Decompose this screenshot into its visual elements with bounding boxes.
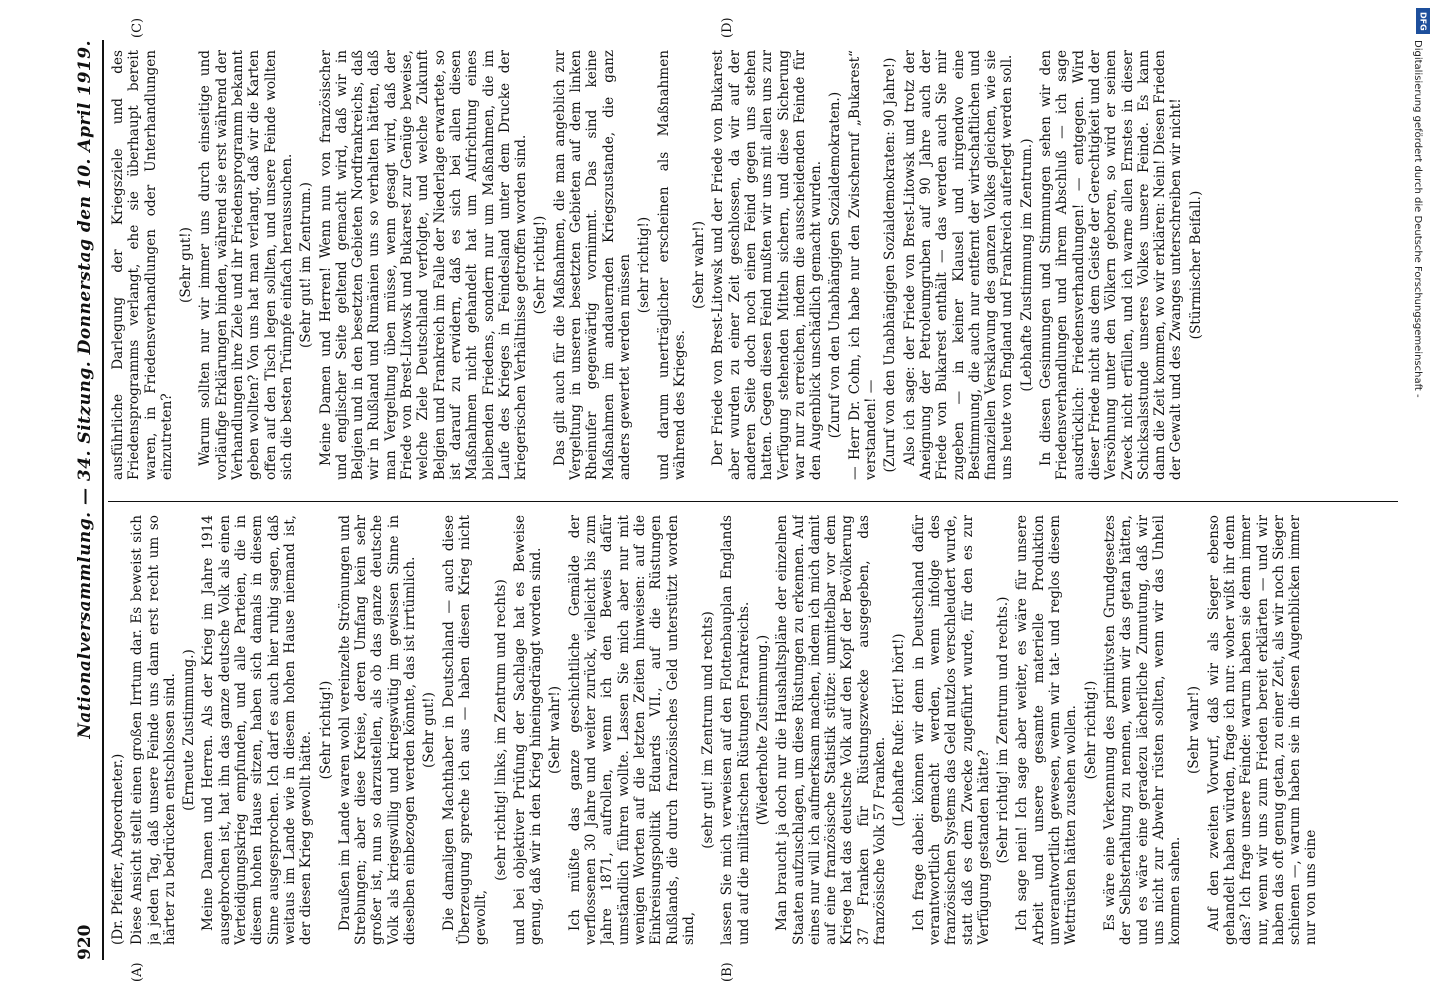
interjection: (Sehr gut! im Zentrum.) bbox=[298, 182, 315, 348]
margin-mark-d: (D) bbox=[720, 17, 735, 38]
paragraph: In diesen Gesinnungen und Stimmungen sehen wir den Friedensverhandlungen und ihrem Abschluß — ich sage ausdrücklich: Friedensverhandlungen! — entgegen. Wird dieser Friede nicht aus dem Geiste der Gerechtigkeit und der Versöhnung unter den Völkern geboren, so wird er seinen Zweck nicht erfüllen, und ich warne allen Ernstes in dieser Schicksalsstunde unseres Volkes unsere Feinde. Es kann dann die Zeit kommen, wo wir erklären: Nein! Diesen Frieden der Gewalt und des Zwanges unterschreiben wir nicht! bbox=[1038, 50, 1185, 480]
margin-mark-a: (A) bbox=[130, 962, 145, 982]
header-rule bbox=[102, 40, 104, 960]
paragraph: Es wäre eine Verkennung des primitivsten Grundgesetzes der Selbsterhaltung zu nennen, wenn wir das getan hätten, und es wäre eine geradezu lächerliche Zumutung, daß wir uns nicht zur Abwehr rüsten sollten, wenn wir das Unheil kommen sahen. bbox=[1101, 515, 1184, 945]
interjection: (Sehr wahr!) bbox=[1186, 686, 1203, 774]
paragraph: Draußen im Lande waren wohl vereinzelte Strömungen und Strebungen; aber diese Kreise, deren Umfang kein sehr großer ist, nun so darzustellen, als ob das ganze deutsche Volk als kriegswillig und kriegswütig im gewissen Sinne in dieselben einbezogen werden könnte, das ist irrtümlich. bbox=[336, 515, 419, 945]
margin-mark-b: (B) bbox=[720, 962, 735, 982]
column-divider bbox=[108, 501, 1398, 502]
paragraph: Man braucht ja doch nur die Haushaltspläne der einzelnen Staaten aufzuschlagen, um diese Rüstungen zu erkennen. Auf eines nur will ich aufmerksam machen, indem ich mich damit auf eine französische Statistik stütze: unmittelbar vor dem Kriege hat das deutsche Volk auf den Kopf der Bevölkerung 37 Franken für Rüstungszwecke ausgegeben, das französische Volk 57 Franken. bbox=[774, 515, 889, 945]
interjection: (Sehr richtig!) bbox=[532, 215, 549, 315]
interjection: (Sehr gut!) bbox=[421, 692, 438, 768]
page-header bbox=[70, 40, 100, 960]
interjection: (Lebhafte Zustimmung im Zentrum.) bbox=[1018, 138, 1035, 392]
paragraph: Der Friede von Brest-Litowsk und der Friede von Bukarest aber wurden zu einer Zeit geschlossen, da wir auf der anderen Seite doch noch einen Feind gegen uns stehen hatten. Gegen diesen Feind mußten wir uns mit allen uns zur Verfügung stehenden Mitteln sichern, und diese Sicherung war nur zu erreichen, indem die ausscheidenden Feinde für den Augenblick unschädlich gemacht wurden. bbox=[710, 50, 825, 480]
paragraph: Ich frage dabei: können wir denn in Deutschland dafür verantwortlich gemacht werden, wenn infolge des französischen Systems das Geld nutzlos verschleudert wurde, statt daß es dem Zwecke zugeführt wurde, für den es zur Verfügung gestanden hätte? bbox=[910, 515, 992, 945]
interjection: (Sehr richtig! im Zentrum und rechts.) bbox=[995, 596, 1012, 864]
credit-strip bbox=[1412, 40, 1423, 740]
interjection: (Zuruf von den Unabhängigen Sozialdemokraten: 90 Jahre!) bbox=[882, 57, 899, 473]
paragraph: (Dr. Pfeiffer, Abgeordneter.) bbox=[110, 753, 126, 945]
interjection: (Sehr richtig!) bbox=[1082, 680, 1099, 780]
paragraph: lassen Sie mich verweisen auf den Flottenbauplan Englands und auf die militärischen Rüstungen Frankreichs. bbox=[719, 515, 752, 945]
paragraph: ausführliche Darlegung der Kriegsziele und des Friedensprogramms verlangt, ehe sie überhaupt bereit waren, in Friedensverhandlungen oder Unterhandlungen einzutreten? bbox=[110, 50, 175, 480]
margin-mark-c: (C) bbox=[130, 17, 145, 38]
paragraph: Die damaligen Machthaber in Deutschland — auch diese Überzeugung spreche ich aus — haben diesen Krieg nicht gewollt, bbox=[440, 515, 490, 945]
paragraph: Auf den zweiten Vorwurf, daß wir als Sieger ebenso gehandelt haben würden, frage ich nur: woher wißt ihr denn das? Ich frage unsere Feinde: warum haben sie denn immer nur, wenn wir uns zum Frieden bereit erklärten — und wir haben das oft genug getan, zu einer Zeit, als wir noch Sieger schienen —, warum haben sie in diesen Augenblicken immer nur von uns eine bbox=[1205, 515, 1320, 945]
left-text-column bbox=[110, 515, 1390, 945]
paragraph: Ich sage nein! Ich sage aber weiter, es wäre für unsere Arbeit und unsere gesamte materielle Produktion unverantwortlich gewesen, wenn wir tat- und reglos diesem Wettrüsten hätten zusehen wollen. bbox=[1014, 515, 1080, 945]
paragraph: Warum sollten nur wir immer uns durch einseitige und vorläufige Erklärungen binden, während sie erst während der Verhandlungen ihre Ziele und ihr Friedensprogramm bekannt geben wollten? Von uns hat man verlangt, daß wir die Karten offen auf den Tisch legen sollten, und unsere Feinde wollten sich die besten Trümpfe einfach heraussuchen. bbox=[197, 50, 295, 480]
interjection: (Lebhafte Rufe: Hört! hört!) bbox=[891, 633, 908, 827]
paragraph: Ich müßte das ganze geschichtliche Gemälde der verflossenen 30 Jahre und weiter zurück, vielleicht bis zum Jahre 1871, aufrollen, wenn ich den Beweis dafür umständlich führen wollte. Lassen Sie mich aber nur mit wenigen Worten auf die letzten Zeiten hinweisen: auf die Einkreisungspolitik Eduards VII., auf die Rüstungen Rußlands, die durch französisches Geld unterstützt worden sind, bbox=[566, 515, 697, 945]
paragraph: Meine Damen und Herren. Als der Krieg im Jahre 1914 ausgebrochen ist, hat ihn das ganze deutsche Volk als einen Verteidigungskrieg empfunden, und alle Parteien, die in diesem hohen Hause sitzen, haben sich damals in diesem Sinne ausgesprochen. Ich darf es auch hier ruhig sagen, daß weitaus im Lande wie in diesem hohen Hause niemand ist, der diesen Krieg gewollt hätte. bbox=[200, 515, 315, 945]
interjection: (sehr gut! im Zentrum und rechts) bbox=[700, 611, 717, 849]
paragraph: und darum unerträglicher erscheinen als Maßnahmen während des Krieges. bbox=[655, 50, 688, 480]
interjection: (sehr richtig! links, im Zentrum und rechts) bbox=[492, 579, 509, 881]
interjection: (Stürmischer Beifall.) bbox=[1187, 190, 1204, 340]
interjection: (Sehr wahr!) bbox=[547, 686, 564, 774]
interjection: (Zuruf von den Unabhängigen Sozialdemokraten.) bbox=[827, 91, 844, 439]
right-text-column bbox=[110, 50, 1390, 480]
interjection: (Erneute Zustimmung.) bbox=[181, 649, 198, 811]
paragraph: — Herr Dr. Cohn, ich habe nur den Zwischenruf „Bukarest“ verstanden! — bbox=[846, 50, 880, 480]
interjection: (Sehr gut!) bbox=[178, 227, 195, 303]
page-number: 920 bbox=[75, 924, 95, 960]
paragraph: Diese Ansicht stellt einen großen Irrtum dar. Es beweist sich ja jeden Tag, daß unsere Feinde uns dann erst recht um so härter zu bedrücken entschlossen sind. bbox=[129, 515, 178, 945]
interjection: (Wiederholte Zustimmung.) bbox=[754, 634, 771, 826]
interjection: (Sehr wahr!) bbox=[691, 221, 708, 309]
dfg-logo: DFG bbox=[1416, 8, 1430, 34]
page-title: Nationalversammlung. — 34. Sitzung. Donnerstag den 10. April 1919. bbox=[75, 40, 95, 739]
paragraph: Meine Damen und Herren! Wenn nun von französischer und englischer Seite geltend gemacht wird, daß wir in Belgien und in den besetzten Gebieten Nordfrankreichs, daß wir in Rußland und Rumänien uns so verhalten hätten, daß man Vergeltung üben müsse, wenn gesagt wird, daß der Friede von Brest-Litowsk und Bukarest zur Genüge beweise, welche Ziele Deutschland verfolgte, und welche Zukunft Belgien und Frankreich im Falle der Niederlage erwartete, so ist darauf zu erwidern, daß es sich bei allen diesen Maßnahmen nicht gehandelt hat um Aufrichtung eines bleibenden Friedens, sondern nur um Maßnahmen, die im Laufe des Krieges in Feindesland unter dem Drucke der kriegerischen Verhältnisse getroffen worden sind. bbox=[317, 50, 530, 480]
paragraph: Also ich sage: der Friede von Brest-Litowsk und trotz der Aneignung der Petroleumgruben auf 90 Jahre auch der Friede von Bukarest enthält — das werden auch Sie mir zugeben — in keiner Klausel und nirgendwo eine Bestimmung, die auch nur entfernt der wirtschaftlichen und finanziellen Versklavung des ganzen Volkes gleichen, wie sie uns heute von England und Frankreich auferlegt werden soll. bbox=[901, 50, 1016, 480]
paragraph: und bei objektiver Prüfung der Sachlage hat es Beweise genug, daß wir in den Krieg hineingedrängt worden sind. bbox=[511, 515, 545, 945]
paragraph: Das gilt auch für die Maßnahmen, die man angeblich zur Vergeltung in unseren besetzten Gebieten auf dem linken Rheinufer gegenwärtig vornimmt. Das sind keine Maßnahmen im andauernden Kriegszustande, die ganz anders gewertet werden müssen bbox=[551, 50, 633, 480]
interjection: (Sehr richtig!) bbox=[317, 680, 334, 780]
digitization-credit: Digitalisierung gefördert durch die Deutsche Forschungsgemeinschaft - bbox=[1412, 40, 1423, 398]
interjection: (sehr richtig!) bbox=[636, 216, 653, 314]
